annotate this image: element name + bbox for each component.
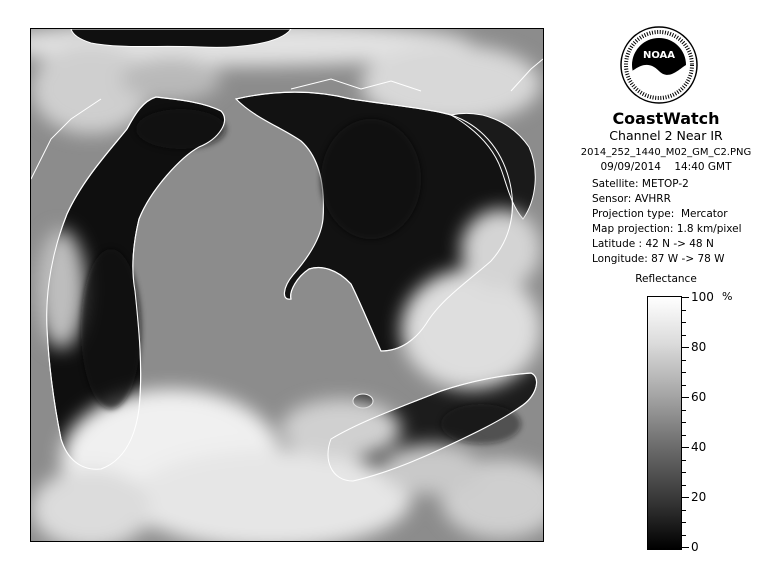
reflectance-colorbar	[647, 296, 682, 550]
noaa-logo-graphic	[619, 25, 699, 105]
colorbar-tick-label: 40	[691, 440, 707, 454]
map-projection-value: 1.8 km/pixel	[676, 223, 742, 235]
colorbar-unit: %	[722, 290, 733, 303]
colorbar-major-tick	[681, 547, 689, 548]
colorbar-minor-tick	[681, 435, 686, 436]
satellite-value: METOP-2	[641, 178, 689, 190]
colorbar-minor-tick	[681, 485, 686, 486]
colorbar-major-tick	[681, 397, 689, 398]
colorbar-minor-tick	[681, 322, 686, 323]
sensor-info: Sensor: AVHRR	[592, 193, 671, 205]
projection-type-info: Projection type: Mercator	[592, 208, 728, 220]
latitude-value: 42 N -> 48 N	[645, 238, 714, 250]
noaa-logo	[619, 25, 699, 105]
image-filename: 2014_252_1440_M02_GM_C2.PNG	[580, 147, 752, 158]
colorbar-minor-tick	[681, 360, 686, 361]
map-projection-info: Map projection: 1.8 km/pixel	[592, 223, 742, 235]
colorbar-minor-tick	[681, 335, 686, 336]
channel-subtitle: Channel 2 Near IR	[609, 128, 723, 143]
sensor-value: AVHRR	[634, 193, 671, 205]
colorbar-title: Reflectance	[635, 273, 697, 285]
colorbar-minor-tick	[681, 472, 686, 473]
image-datetime: 09/09/2014 14:40 GMT	[600, 161, 732, 173]
longitude-value: 87 W -> 78 W	[651, 253, 725, 265]
colorbar-tick-label: 0	[691, 540, 699, 554]
product-title: CoastWatch	[612, 109, 720, 128]
colorbar-tick-label: 60	[691, 390, 707, 404]
colorbar-major-tick	[681, 347, 689, 348]
colorbar-tick-label: 80	[691, 340, 707, 354]
colorbar-minor-tick	[681, 385, 686, 386]
colorbar-minor-tick	[681, 522, 686, 523]
satellite-image-map	[30, 28, 544, 542]
colorbar-minor-tick	[681, 535, 686, 536]
projection-type-value: Mercator	[680, 208, 728, 220]
colorbar-tick-label: 100	[691, 290, 714, 304]
colorbar-major-tick	[681, 297, 689, 298]
latitude-info: Latitude : 42 N -> 48 N	[592, 238, 714, 250]
satellite-info: Satellite: METOP-2	[592, 178, 689, 190]
longitude-info: Longitude: 87 W -> 78 W	[592, 253, 725, 265]
colorbar-minor-tick	[681, 422, 686, 423]
satellite-image-svg	[31, 29, 543, 541]
colorbar-major-tick	[681, 497, 689, 498]
colorbar-minor-tick	[681, 410, 686, 411]
colorbar-major-tick	[681, 447, 689, 448]
noaa-logo-text: NOAA	[642, 50, 676, 61]
colorbar-minor-tick	[681, 510, 686, 511]
colorbar-minor-tick	[681, 460, 686, 461]
colorbar-minor-tick	[681, 372, 686, 373]
colorbar-minor-tick	[681, 310, 686, 311]
colorbar-tick-label: 20	[691, 490, 707, 504]
